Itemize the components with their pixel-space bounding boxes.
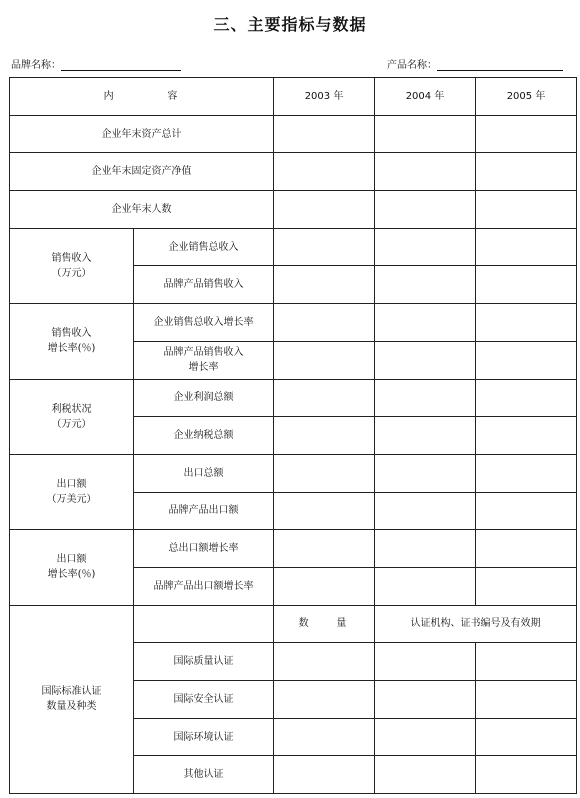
data-cell[interactable] bbox=[375, 191, 476, 229]
data-cell[interactable] bbox=[274, 191, 375, 229]
group-label: 出口额 增长率(％) bbox=[10, 530, 134, 605]
table-row bbox=[10, 530, 577, 568]
data-cell[interactable] bbox=[476, 228, 577, 266]
row-label: 品牌产品出口额增长率 bbox=[134, 567, 274, 605]
data-cell[interactable] bbox=[375, 681, 476, 719]
row-label: 国际环境认证 bbox=[134, 718, 274, 756]
header-2005: 2005 年 bbox=[476, 78, 577, 116]
data-cell[interactable] bbox=[476, 756, 577, 794]
group-label: 利税状况 （万元） bbox=[10, 379, 134, 454]
data-cell[interactable] bbox=[274, 115, 375, 153]
data-cell[interactable] bbox=[375, 115, 476, 153]
table-row bbox=[10, 228, 577, 266]
brand-name-field[interactable] bbox=[11, 56, 181, 71]
data-cell[interactable] bbox=[476, 643, 577, 681]
group-label: 国际标准认证 数量及种类 bbox=[10, 605, 134, 793]
header-2003: 2003 年 bbox=[274, 78, 375, 116]
row-label: 企业销售总收入 bbox=[134, 228, 274, 266]
row-label: 企业年末人数 bbox=[10, 191, 274, 229]
row-label: 企业利润总额 bbox=[134, 379, 274, 417]
indicators-table bbox=[9, 77, 577, 794]
group-label: 出口额 （万美元） bbox=[10, 454, 134, 529]
table-row bbox=[10, 115, 577, 153]
data-cell[interactable] bbox=[274, 681, 375, 719]
table-row bbox=[10, 153, 577, 191]
row-label: 国际质量认证 bbox=[134, 643, 274, 681]
data-cell[interactable] bbox=[274, 379, 375, 417]
data-cell[interactable] bbox=[375, 454, 476, 492]
product-name-field[interactable] bbox=[387, 56, 563, 71]
data-cell[interactable] bbox=[476, 417, 577, 455]
data-cell[interactable] bbox=[375, 417, 476, 455]
data-cell[interactable] bbox=[375, 266, 476, 304]
data-cell[interactable] bbox=[375, 304, 476, 342]
data-cell[interactable] bbox=[375, 341, 476, 379]
data-cell[interactable] bbox=[375, 492, 476, 530]
data-cell[interactable] bbox=[274, 454, 375, 492]
data-cell[interactable] bbox=[375, 228, 476, 266]
data-cell[interactable] bbox=[375, 756, 476, 794]
data-cell[interactable] bbox=[274, 153, 375, 191]
data-cell[interactable] bbox=[274, 718, 375, 756]
row-label: 企业年末固定资产净值 bbox=[10, 153, 274, 191]
data-cell[interactable] bbox=[274, 228, 375, 266]
data-cell[interactable] bbox=[375, 567, 476, 605]
header-2004: 2004 年 bbox=[375, 78, 476, 116]
product-name-label: 产品名称： bbox=[387, 60, 437, 71]
data-cell[interactable] bbox=[476, 492, 577, 530]
data-cell[interactable] bbox=[274, 530, 375, 568]
header-row bbox=[10, 78, 577, 116]
brand-name-label: 品牌名称： bbox=[11, 60, 61, 71]
row-label: 企业年末资产总计 bbox=[10, 115, 274, 153]
cert-info-header: 认证机构、证书编号及有效期 bbox=[375, 605, 577, 643]
data-cell[interactable] bbox=[274, 492, 375, 530]
data-cell[interactable] bbox=[476, 304, 577, 342]
row-label: 其他认证 bbox=[134, 756, 274, 794]
group-label: 销售收入 （万元） bbox=[10, 228, 134, 303]
data-cell[interactable] bbox=[476, 341, 577, 379]
table-row bbox=[10, 605, 577, 643]
row-label: 品牌产品销售收入 增长率 bbox=[134, 341, 274, 379]
page-title: 三、主要指标与数据 bbox=[213, 15, 367, 34]
row-label: 国际安全认证 bbox=[134, 681, 274, 719]
data-cell[interactable] bbox=[375, 530, 476, 568]
row-label: 企业销售总收入增长率 bbox=[134, 304, 274, 342]
row-label: 品牌产品出口额 bbox=[134, 492, 274, 530]
row-label: 品牌产品销售收入 bbox=[134, 266, 274, 304]
data-cell[interactable] bbox=[476, 379, 577, 417]
data-cell[interactable] bbox=[274, 567, 375, 605]
row-label: 出口总额 bbox=[134, 454, 274, 492]
data-cell[interactable] bbox=[274, 643, 375, 681]
data-cell[interactable] bbox=[476, 266, 577, 304]
data-cell[interactable] bbox=[274, 304, 375, 342]
data-cell[interactable] bbox=[476, 153, 577, 191]
row-label: 企业纳税总额 bbox=[134, 417, 274, 455]
product-name-input-line[interactable] bbox=[437, 59, 563, 71]
row-label: 总出口额增长率 bbox=[134, 530, 274, 568]
data-cell[interactable] bbox=[375, 718, 476, 756]
table-row bbox=[10, 454, 577, 492]
data-cell[interactable] bbox=[274, 756, 375, 794]
brand-name-input-line[interactable] bbox=[61, 59, 181, 71]
header-content: 内 容 bbox=[10, 78, 274, 116]
data-cell[interactable] bbox=[375, 153, 476, 191]
table-row bbox=[10, 191, 577, 229]
group-label: 销售收入 增长率(％) bbox=[10, 304, 134, 379]
data-cell[interactable] bbox=[375, 379, 476, 417]
data-cell[interactable] bbox=[476, 681, 577, 719]
data-cell[interactable] bbox=[274, 341, 375, 379]
cert-quantity-header: 数 量 bbox=[274, 605, 375, 643]
data-cell[interactable] bbox=[476, 454, 577, 492]
data-cell[interactable] bbox=[375, 643, 476, 681]
data-cell[interactable] bbox=[476, 530, 577, 568]
data-cell[interactable] bbox=[476, 115, 577, 153]
table-row bbox=[10, 304, 577, 342]
blank-cell bbox=[134, 605, 274, 643]
data-cell[interactable] bbox=[476, 191, 577, 229]
data-cell[interactable] bbox=[476, 567, 577, 605]
data-cell[interactable] bbox=[274, 266, 375, 304]
data-cell[interactable] bbox=[476, 718, 577, 756]
table-row bbox=[10, 379, 577, 417]
data-cell[interactable] bbox=[274, 417, 375, 455]
